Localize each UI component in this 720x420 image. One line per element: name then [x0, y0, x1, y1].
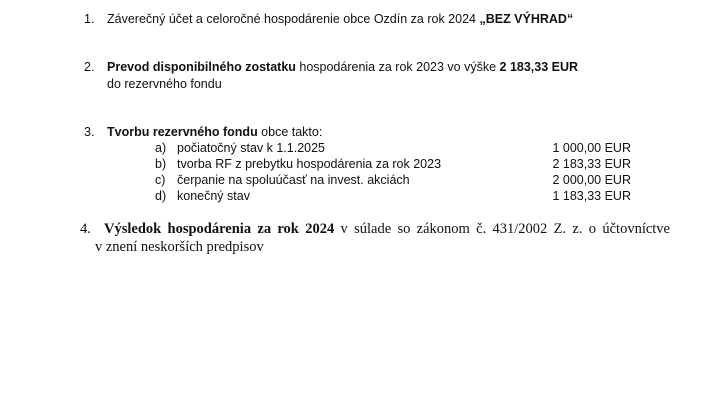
- item-1-text: [107, 11, 573, 27]
- item-3-plain-text: obce takto:: [257, 125, 323, 139]
- row-label: tvorba RF z prebytku hospodárenia za rok 2023: [177, 157, 442, 171]
- row-amount: 1 183,33 EUR: [552, 189, 631, 203]
- item-4-number: 4.: [80, 221, 91, 237]
- reserve-fund-row-b: [155, 156, 631, 172]
- row-amount: 2 000,00 EUR: [552, 173, 631, 187]
- item-4-plain-text: v súlade so zákonom č. 431/2002 Z. z. o účtovníctve: [334, 221, 670, 237]
- row-letter: c): [155, 173, 166, 187]
- item-3-heading: Tvorbu rezervného fondu: [107, 125, 258, 139]
- row-letter: d): [155, 189, 167, 203]
- item-2-heading: Prevod disponibilného zostatku: [107, 60, 296, 74]
- row-amount: 2 183,33 EUR: [552, 157, 631, 171]
- row-amount: 1 000,00 EUR: [552, 141, 631, 155]
- item-1-verdict: „BEZ VÝHRAD“: [479, 12, 574, 26]
- row-letter: b): [155, 157, 167, 171]
- item-4-line-2: v znení neskorších predpisov: [95, 239, 264, 255]
- row-label: čerpanie na spoluúčasť na invest. akciách: [177, 173, 410, 187]
- item-3-number: 3.: [84, 125, 95, 139]
- item-2-plain-text: hospodárenia za rok 2023 vo výške: [295, 60, 500, 74]
- reserve-fund-row-c: [155, 172, 631, 188]
- item-2-line-1: [107, 59, 578, 75]
- reserve-fund-row-d: [155, 188, 631, 204]
- item-3-line: [107, 124, 322, 140]
- row-label: počiatočný stav k 1.1.2025: [177, 141, 326, 155]
- row-label: konečný stav: [177, 189, 250, 203]
- reserve-fund-row-a: [155, 140, 631, 156]
- item-1-number: 1.: [84, 12, 95, 26]
- item-1-plain-text: Záverečný účet a celoročné hospodárenie obce Ozdín za rok 2024: [107, 12, 480, 26]
- row-letter: a): [155, 141, 167, 155]
- item-2-amount: 2 183,33 EUR: [499, 60, 579, 74]
- item-4-line-1: [104, 220, 670, 238]
- item-2-line-2: do rezervného fondu: [107, 77, 222, 91]
- item-2-number: 2.: [84, 60, 95, 74]
- item-4-heading: Výsledok hospodárenia za rok 2024: [104, 221, 335, 237]
